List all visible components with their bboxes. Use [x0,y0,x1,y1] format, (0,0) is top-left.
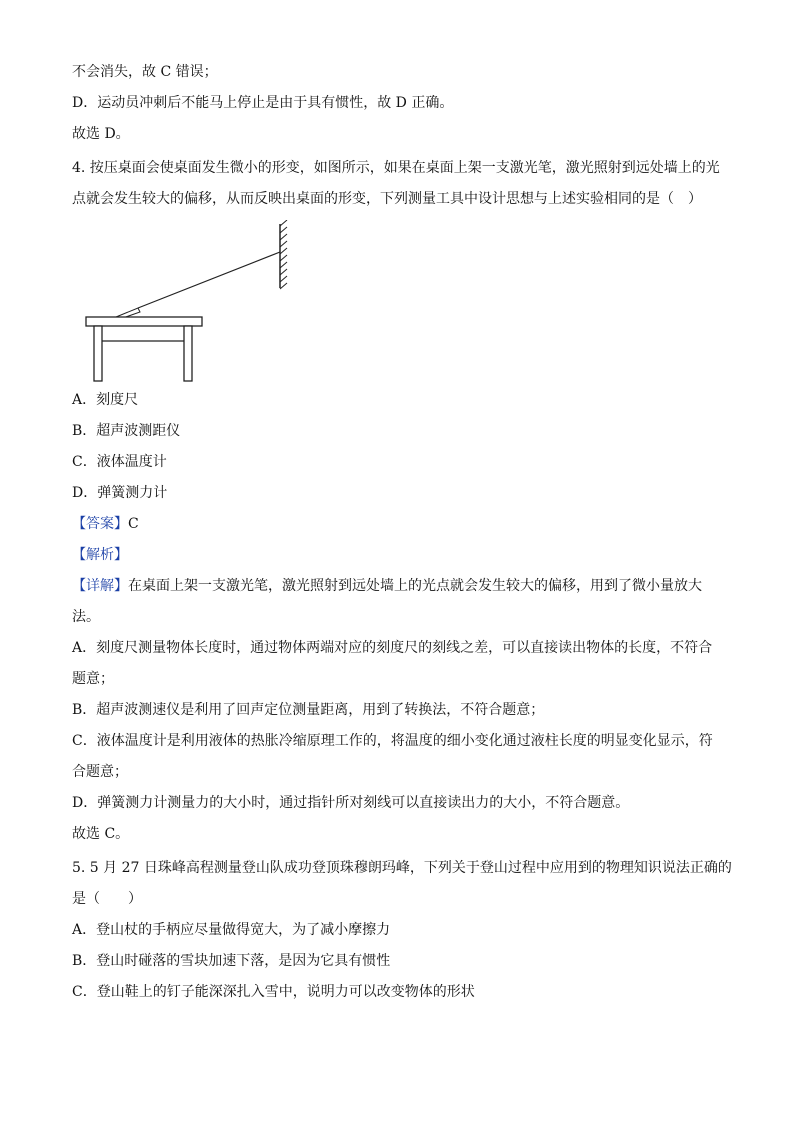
laser-beam [138,252,280,308]
detail-line [72,576,734,596]
explanation-c: C．液体温度计是利用液体的热胀冷缩原理工作的，将温度的细小变化通过液柱长度的明显变化显示，符 [72,733,713,749]
option-b: B．登山时碰落的雪块加速下落，是因为它具有惯性 [72,953,391,969]
laser-desk-figure [80,220,310,388]
desk-top [86,317,202,326]
text-line: 故选 C。 [72,826,130,842]
option-c: C．液体温度计 [72,454,167,470]
answer-line [72,514,734,534]
text-line: D．运动员冲刺后不能马上停止是由于具有惯性，故 D 正确。 [72,95,454,111]
question-4-stem: 点就会发生较大的偏移，从而反映出桌面的形变，下列测量工具中设计思想与上述实验相同的是（ ） [72,191,702,207]
explanation-b: B．超声波测速仪是利用了回声定位测量距离，用到了转换法，不符合题意； [72,702,545,718]
desk-leg-right [184,326,192,381]
question-5-stem: 5. 5 月 27 日珠峰高程测量登山队成功登顶珠穆朗玛峰，下列关于登山过程中应用到的物理知识说法正确的 [72,860,732,876]
text-line: 法。 [72,609,100,625]
answer-value: C [128,516,139,532]
question-5-stem: 是（ ） [72,891,142,907]
analysis-label: 【解析】 [72,547,128,563]
desk-leg-left [94,326,102,381]
option-b: B．超声波测距仪 [72,423,181,439]
option-d: D．弹簧测力计 [72,485,168,501]
wall-hatching [280,220,287,289]
option-c: C．登山鞋上的钉子能深深扎入雪中，说明力可以改变物体的形状 [72,984,475,1000]
text-line: 故选 D。 [72,126,130,142]
text-line: 不会消失，故 C 错误； [72,64,218,80]
explanation-c: 合题意； [72,764,128,780]
option-a: A．刻度尺 [72,392,139,408]
analysis-line [72,545,734,565]
explanation-a: A．刻度尺测量物体长度时，通过物体两端对应的刻度尺的刻线之差，可以直接读出物体的长度，不符合 [72,640,713,656]
question-4-stem: 4. 按压桌面会使桌面发生微小的形变，如图所示，如果在桌面上架一支激光笔，激光照射到远处墙上的光 [72,160,720,176]
answer-label: 【答案】 [72,516,128,532]
explanation-d: D．弹簧测力计测量力的大小时，通过指针所对刻线可以直接读出力的大小，不符合题意。 [72,795,630,811]
detail-text: 在桌面上架一支激光笔，激光照射到远处墙上的光点就会发生较大的偏移，用到了微小量放大 [128,578,702,594]
explanation-a: 题意； [72,671,114,687]
detail-label: 【详解】 [72,578,128,594]
option-a: A．登山杖的手柄应尽量做得宽大，为了减小摩擦力 [72,922,391,938]
